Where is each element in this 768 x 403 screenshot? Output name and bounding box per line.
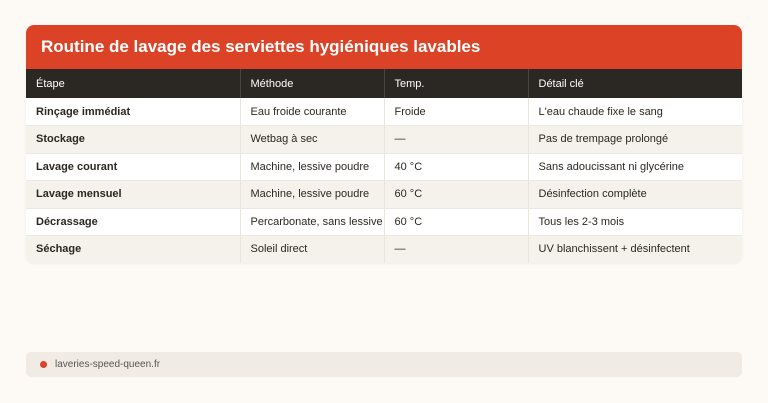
- cell-key-detail: Tous les 2-3 mois: [528, 208, 742, 236]
- cell-temperature: 60 °C: [384, 181, 528, 209]
- table-row: [26, 153, 742, 181]
- wash-routine-table: [26, 69, 742, 263]
- table-header-row: [26, 69, 742, 98]
- column-header-key-detail: Détail clé: [538, 77, 584, 90]
- column-header-step: Étape: [26, 69, 240, 98]
- column-header-method: Méthode: [240, 69, 384, 98]
- cell-key-detail: Pas de trempage prolongé: [528, 126, 742, 154]
- cell-temperature: 40 °C: [384, 153, 528, 181]
- cell-step: Lavage courant: [26, 153, 240, 181]
- table-row: [26, 126, 742, 154]
- cell-method: Wetbag à sec: [240, 126, 384, 154]
- cell-temperature: —: [384, 126, 528, 154]
- cell-temperature: 60 °C: [384, 208, 528, 236]
- cell-key-detail: UV blanchissent + désinfectent: [528, 236, 742, 264]
- cell-step: Stockage: [26, 126, 240, 154]
- column-header-temperature: Temp.: [384, 69, 528, 98]
- source-link[interactable]: laveries-speed-queen.fr: [55, 359, 161, 370]
- cell-method: Percarbonate, sans lessive: [240, 208, 384, 236]
- cell-temperature: —: [384, 236, 528, 264]
- cell-key-detail: Sans adoucissant ni glycérine: [528, 153, 742, 181]
- cell-step: Séchage: [26, 236, 240, 264]
- cell-method: Machine, lessive poudre: [240, 153, 384, 181]
- cell-step: Lavage mensuel: [26, 181, 240, 209]
- table-card: [26, 25, 742, 263]
- cell-temperature: Froide: [384, 98, 528, 126]
- cell-step: Décrassage: [26, 208, 240, 236]
- table-row: [26, 98, 742, 126]
- cell-method: Eau froide courante: [240, 98, 384, 126]
- cell-method: Machine, lessive poudre: [240, 181, 384, 209]
- table-row: [26, 181, 742, 209]
- page-title: Routine de lavage des serviettes hygiéniques lavables: [26, 25, 742, 69]
- cell-method: Soleil direct: [240, 236, 384, 264]
- cell-key-detail: L'eau chaude fixe le sang: [528, 98, 742, 126]
- table-row: [26, 208, 742, 236]
- cell-step: Rinçage immédiat: [26, 98, 240, 126]
- bullet-dot-icon: [40, 361, 47, 368]
- cell-key-detail: Désinfection complète: [528, 181, 742, 209]
- source-footer: [26, 352, 742, 377]
- table-row: [26, 236, 742, 264]
